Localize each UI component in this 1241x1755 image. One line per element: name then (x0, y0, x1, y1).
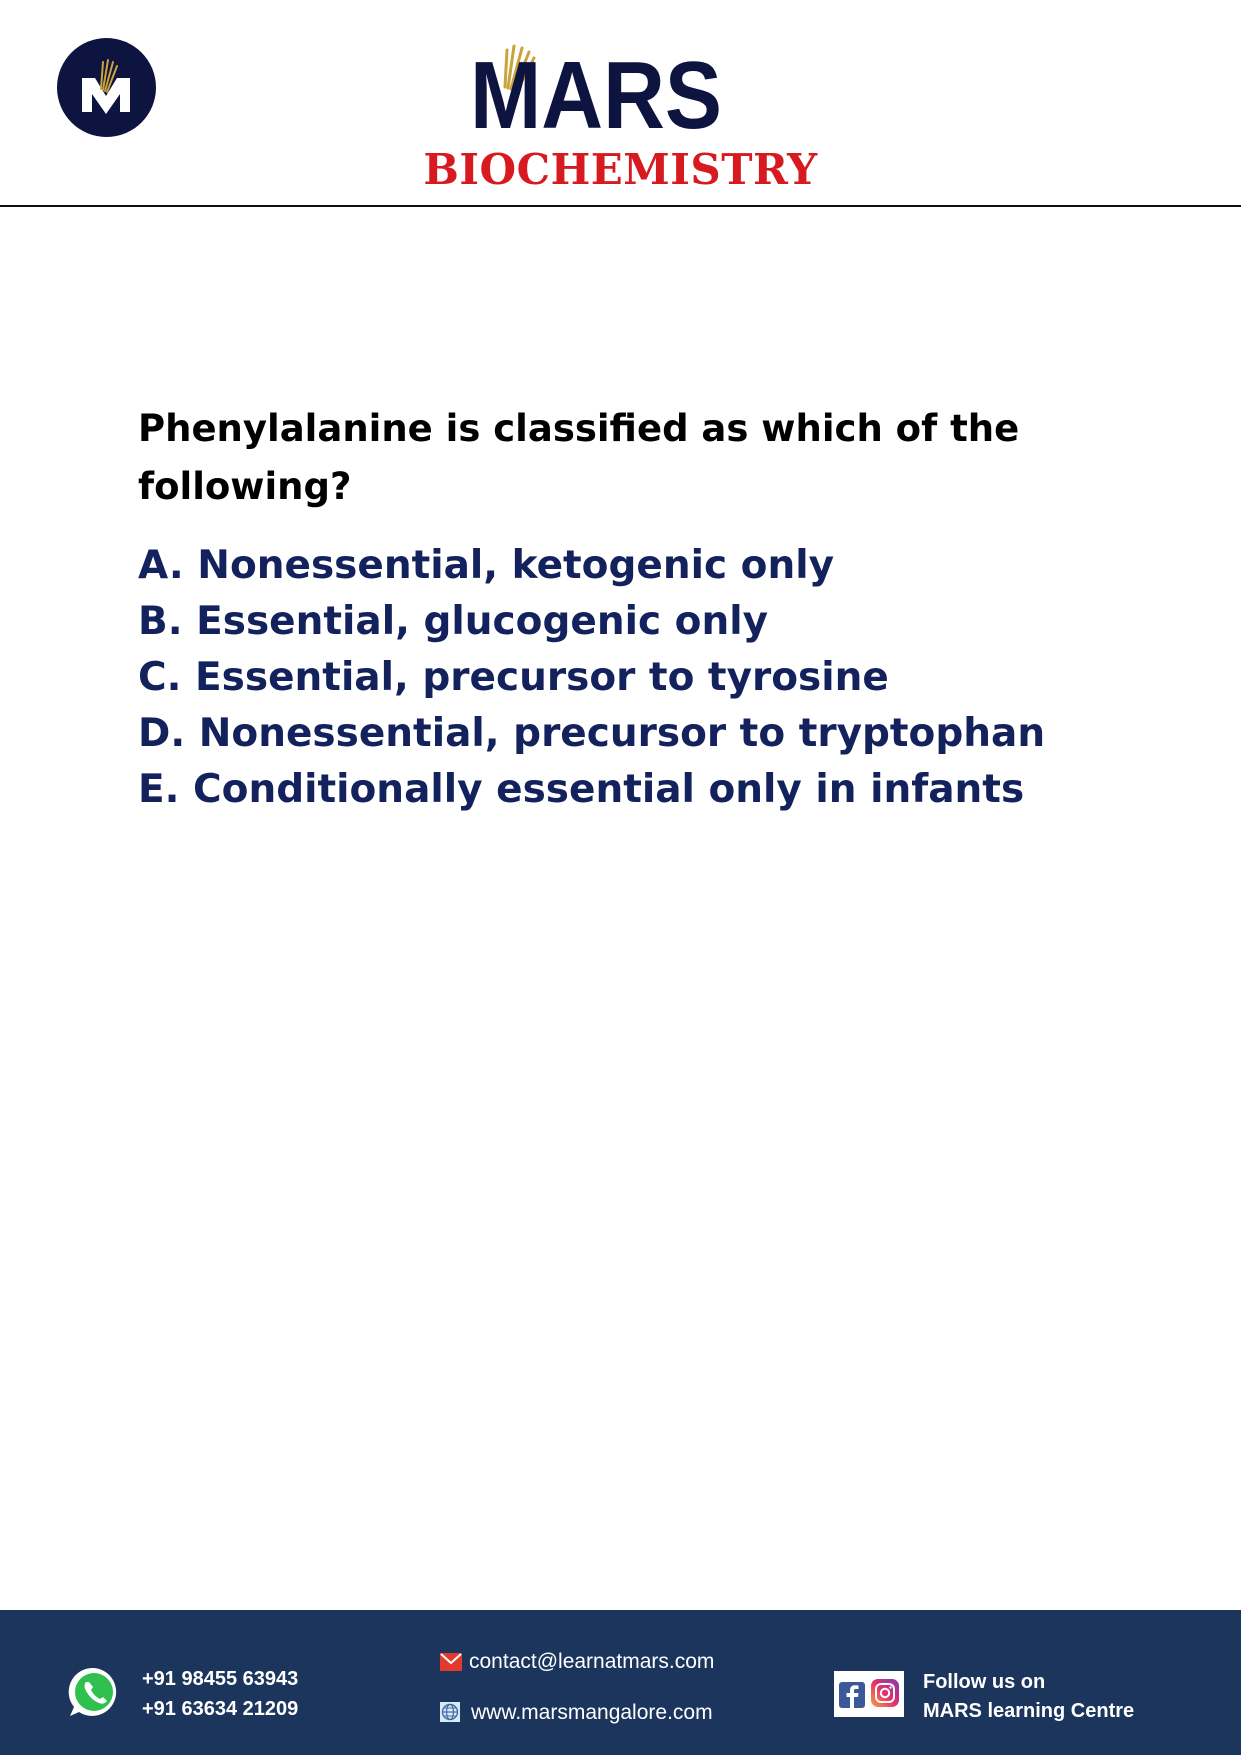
option-d: D. Nonessential, precursor to tryptophan (138, 711, 1046, 756)
answer-options (138, 538, 1138, 818)
whatsapp-icon[interactable] (68, 1666, 120, 1718)
facebook-icon[interactable] (839, 1682, 865, 1708)
question-text: Phenylalanine is classified as which of the following? (138, 407, 1020, 508)
phone-numbers (142, 1664, 298, 1724)
follow-us-text (923, 1668, 1134, 1726)
phone-number-2[interactable]: +91 63634 21209 (142, 1698, 299, 1720)
mail-icon (440, 1653, 462, 1671)
option-a: A. Nonessential, ketogenic only (138, 543, 835, 588)
option-b: B. Essential, glucogenic only (138, 599, 768, 644)
svg-text:MARS: MARS (470, 42, 722, 130)
mars-brand-logo (470, 38, 730, 130)
follow-line-1: Follow us on (923, 1671, 1046, 1693)
phone-number-1[interactable]: +91 98455 63943 (142, 1668, 299, 1690)
mars-m-logo-icon (57, 38, 156, 137)
email-link[interactable]: contact@learnatmars.com (469, 1650, 715, 1673)
social-icons (834, 1671, 904, 1717)
globe-icon (440, 1702, 460, 1722)
header-divider (0, 205, 1241, 207)
mars-circle-logo (57, 38, 156, 137)
option-c: C. Essential, precursor to tyrosine (138, 655, 889, 700)
website-link[interactable]: www.marsmangalore.com (471, 1701, 713, 1724)
mars-wordmark-icon (470, 42, 730, 130)
subject-title: BIOCHEMISTRY (423, 145, 818, 194)
contact-footer (0, 1610, 1241, 1755)
instagram-icon[interactable] (871, 1679, 899, 1707)
follow-line-2: MARS learning Centre (923, 1700, 1135, 1722)
option-e: E. Conditionally essential only in infants (138, 767, 1025, 812)
